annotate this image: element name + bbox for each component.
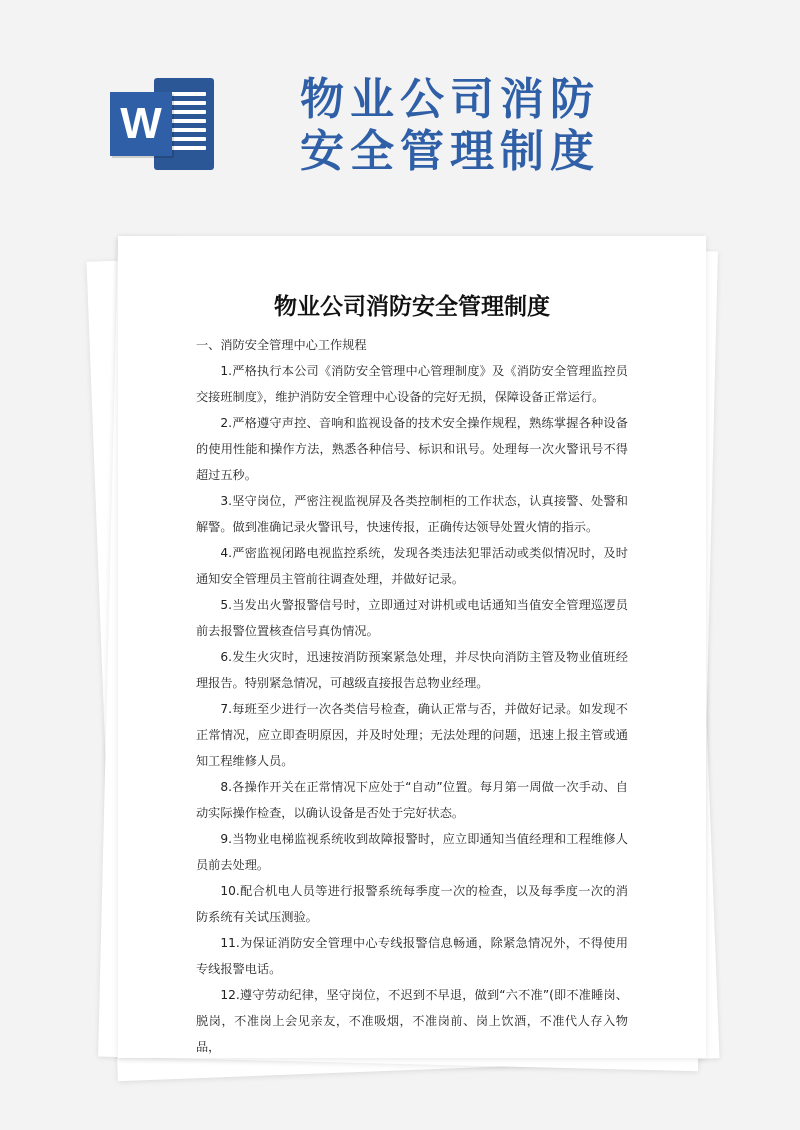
word-logo-badge: W: [110, 92, 172, 156]
banner-title-line1: 物业公司消防: [300, 74, 600, 125]
paragraph-4: 4.严密监视闭路电视监控系统，发现各类违法犯罪活动或类似情况时，及时通知安全管理员主管前往调查处理，并做好记录。: [196, 546, 628, 586]
banner-title-line2: 安全管理制度: [300, 126, 600, 177]
document-title: 物业公司消防安全管理制度: [274, 294, 550, 320]
paragraph-6: 6.发生火灾时，迅速按消防预案紧急处理，并尽快向消防主管及物业值班经理报告。特别紧急情况，可越级直接报告总物业经理。: [196, 650, 628, 690]
word-document-icon: [110, 78, 214, 170]
paragraph-7: 7.每班至少进行一次各类信号检查，确认正常与否，并做好记录。如发现不正常情况，应立即查明原因，并及时处理；无法处理的问题，迅速上报主管或通知工程维修人员。: [196, 702, 628, 768]
document-page: [118, 236, 706, 1058]
paragraph-12: 12.遵守劳动纪律，坚守岗位，不迟到不早退，做到“六不准”(即不准睡岗、脱岗，不准岗上会见亲友，不准吸烟，不准岗前、岗上饮酒，不准代人存入物品，: [196, 988, 628, 1054]
word-doc-lines: [166, 92, 206, 155]
paragraph-2: 2.严格遵守声控、音响和监视设备的技术安全操作规程，熟练掌握各种设备的使用性能和操作方法，熟悉各种信号、标识和讯号。处理每一次火警讯号不得超过五秒。: [196, 416, 628, 482]
paragraph-11: 11.为保证消防安全管理中心专线报警信息畅通，除紧急情况外，不得使用专线报警电话。: [196, 936, 628, 976]
paragraph-8: 8.各操作开关在正常情况下应处于“自动”位置。每月第一周做一次手动、自动实际操作检查，以确认设备是否处于完好状态。: [196, 780, 628, 820]
header-banner: [0, 0, 800, 210]
banner-title: [300, 74, 620, 178]
paragraph-1: 1.严格执行本公司《消防安全管理中心管理制度》及《消防安全管理监控员交接班制度》，维护消防安全管理中心设备的完好无损，保障设备正常运行。: [196, 364, 628, 404]
document-body: [196, 332, 628, 1060]
paragraph-3: 3.坚守岗位，严密注视监视屏及各类控制柜的工作状态，认真接警、处警和解警。做到准确记录火警讯号，快速传报，正确传达领导处置火情的指示。: [196, 494, 628, 534]
paragraph-10: 10.配合机电人员等进行报警系统每季度一次的检查，以及每季度一次的消防系统有关试压测验。: [196, 884, 628, 924]
section-heading: 一、消防安全管理中心工作规程: [196, 338, 367, 352]
paragraph-9: 9.当物业电梯监视系统收到故障报警时，应立即通知当值经理和工程维修人员前去处理。: [196, 832, 628, 872]
paragraph-5: 5.当发出火警报警信号时，立即通过对讲机或电话通知当值安全管理巡逻员前去报警位置核查信号真伪情况。: [196, 598, 628, 638]
